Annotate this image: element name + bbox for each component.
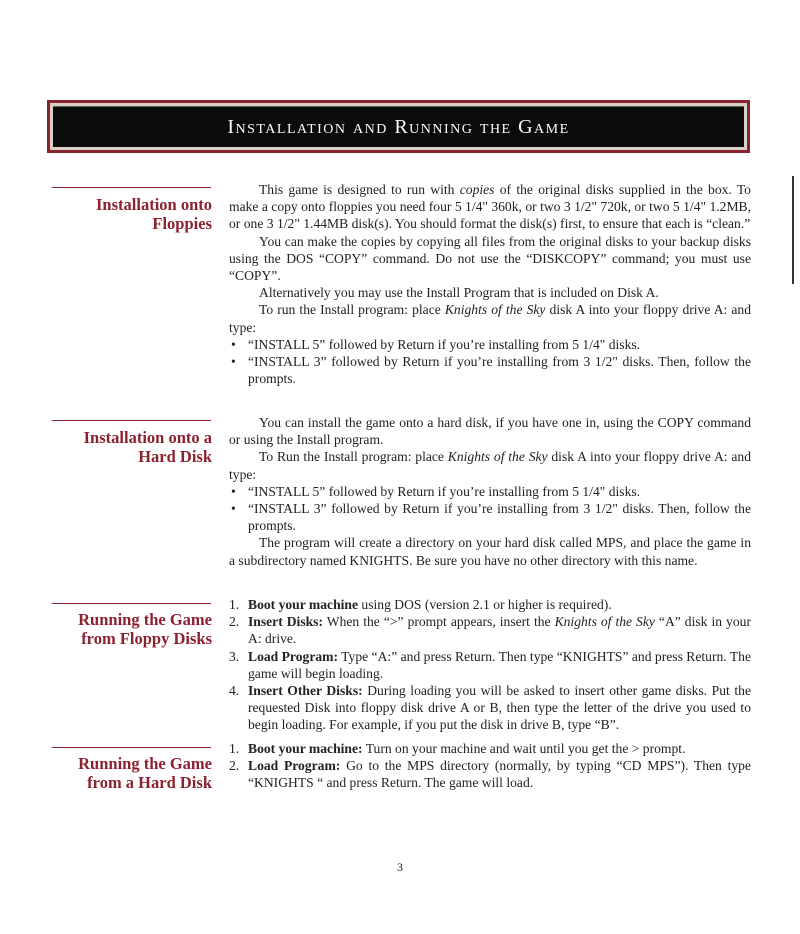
heading-rule <box>52 187 211 188</box>
text-run: This game is designed to run with <box>259 182 460 197</box>
list-item <box>229 682 751 734</box>
item-bold: Insert Disks: <box>248 614 323 630</box>
heading-rule <box>52 747 211 748</box>
paragraph: The program will create a directory on your hard disk called MPS, and place the game in a subdirectory named KNIGHTS. Be sure you have no other directory with this name. <box>229 535 751 568</box>
item-text: When the “>” prompt appears, insert the <box>323 614 555 630</box>
text-run: disk A into your floppy drive A: and type: <box>229 449 752 482</box>
list-item <box>229 648 751 682</box>
bullet-list <box>229 483 751 535</box>
italic-text: Knights of the Sky <box>447 449 548 465</box>
list-item: • “INSTALL 5” followed by Return if you’re installing from 5 1/4" disks. <box>229 483 751 500</box>
item-text: Go to the MPS directory (normally, by typing “CD MPS”). Then type “KNIGHTS “ and press Return. The game will load. <box>248 758 751 791</box>
paragraph <box>229 301 751 335</box>
item-text: “A” disk in your A: drive. <box>248 614 751 647</box>
numbered-list <box>229 596 751 734</box>
body-install-hard-disk <box>229 414 751 569</box>
item-number: 1. <box>229 741 240 756</box>
heading-line: Installation onto a <box>83 428 212 447</box>
item-bold: Insert Other Disks: <box>248 683 363 699</box>
page-number: 3 <box>397 860 403 874</box>
text-run: of the original disks supplied in the box. To make a copy onto floppies you need four 5 1/4" 360k, or two 3 1/2" 720k, or two 5 1/4" 1.2MB, or one 3 1/2" 1.44MB disk(s). You should format the disk(s) first, to ensure that each is “clean.” <box>229 182 751 232</box>
numbered-list <box>229 740 751 792</box>
item-bold: Boot your machine <box>248 597 359 612</box>
banner-title: Installation and Running the Game <box>227 115 570 138</box>
heading-line: from Floppy Disks <box>81 629 212 648</box>
heading-install-floppies <box>40 195 212 233</box>
body-run-floppy <box>229 596 751 734</box>
text-run: To Run the Install program: place <box>259 449 448 465</box>
item-number: 2. <box>229 758 240 774</box>
item-number: 4. <box>229 683 240 699</box>
item-bold: Load Program: <box>248 648 338 664</box>
item-number: 2. <box>229 614 240 630</box>
item-bold: Load Program: <box>248 758 341 774</box>
italic-text: copies <box>459 182 495 197</box>
list-item <box>229 596 751 613</box>
edge-mark <box>792 176 794 284</box>
heading-line: Running the Game <box>78 754 212 773</box>
paragraph: Alternatively you may use the Install Program that is included on Disk A. <box>259 285 659 301</box>
heading-line: from a Hard Disk <box>87 773 212 792</box>
text-run: To run the Install program: place <box>259 302 445 318</box>
list-item <box>229 740 751 757</box>
item-number: 3. <box>229 648 240 664</box>
body-run-hard <box>229 740 751 792</box>
heading-line: Running the Game <box>78 610 212 629</box>
list-item: • “INSTALL 5” followed by Return if you’re installing from 5 1/4" disks. <box>229 336 751 353</box>
italic-text: Knights of the Sky <box>554 614 655 630</box>
heading-line: Floppies <box>152 214 212 233</box>
item-text: Turn on your machine and wait until you get the > prompt. <box>362 741 686 756</box>
paragraph: You can make the copies by copying all files from the original disks to your backup disks using the DOS “COPY” command. Do not use the “DISKCOPY” command; you must use “COPY”. <box>229 233 751 284</box>
banner-inner <box>53 106 744 147</box>
list-item <box>229 613 751 647</box>
heading-rule <box>52 420 211 421</box>
heading-line: Installation onto <box>96 195 212 214</box>
item-text: During loading you will be asked to insert other game disks. Put the requested Disk into floppy disk drive A or B, then type the letter of the drive you used to begin loading. For example, if you put the disk in drive B, type “B”. <box>248 683 751 733</box>
list-item <box>229 757 751 791</box>
heading-rule <box>52 603 211 604</box>
text-run: disk A into your floppy drive A: and type: <box>229 302 752 335</box>
paragraph <box>229 181 751 233</box>
list-item: • “INSTALL 3” followed by Return if you’re installing from 3 1/2" disks. Then, follow the prompts. <box>229 500 751 534</box>
item-text: Type “A:” and press Return. Then type “KNIGHTS” and press Return. The game will begin loading. <box>248 648 751 681</box>
paragraph <box>229 448 751 482</box>
item-bold: Boot your machine: <box>248 741 363 756</box>
item-number: 1. <box>229 597 240 612</box>
section-banner <box>47 100 750 153</box>
item-text: using DOS (version 2.1 or higher is required). <box>358 597 612 612</box>
italic-text: Knights of the Sky <box>444 302 546 318</box>
heading-run-floppy <box>40 610 212 648</box>
heading-line: Hard Disk <box>138 447 212 466</box>
bullet-list <box>229 336 751 388</box>
list-item: • “INSTALL 3” followed by Return if you’re installing from 3 1/2" disks. Then, follow the prompts. <box>229 353 751 387</box>
heading-install-hard-disk <box>40 428 212 466</box>
paragraph: You can install the game onto a hard disk, if you have one in, using the COPY command or using the Install program. <box>229 415 751 448</box>
body-install-floppies <box>229 181 751 387</box>
heading-run-hard <box>40 754 212 792</box>
